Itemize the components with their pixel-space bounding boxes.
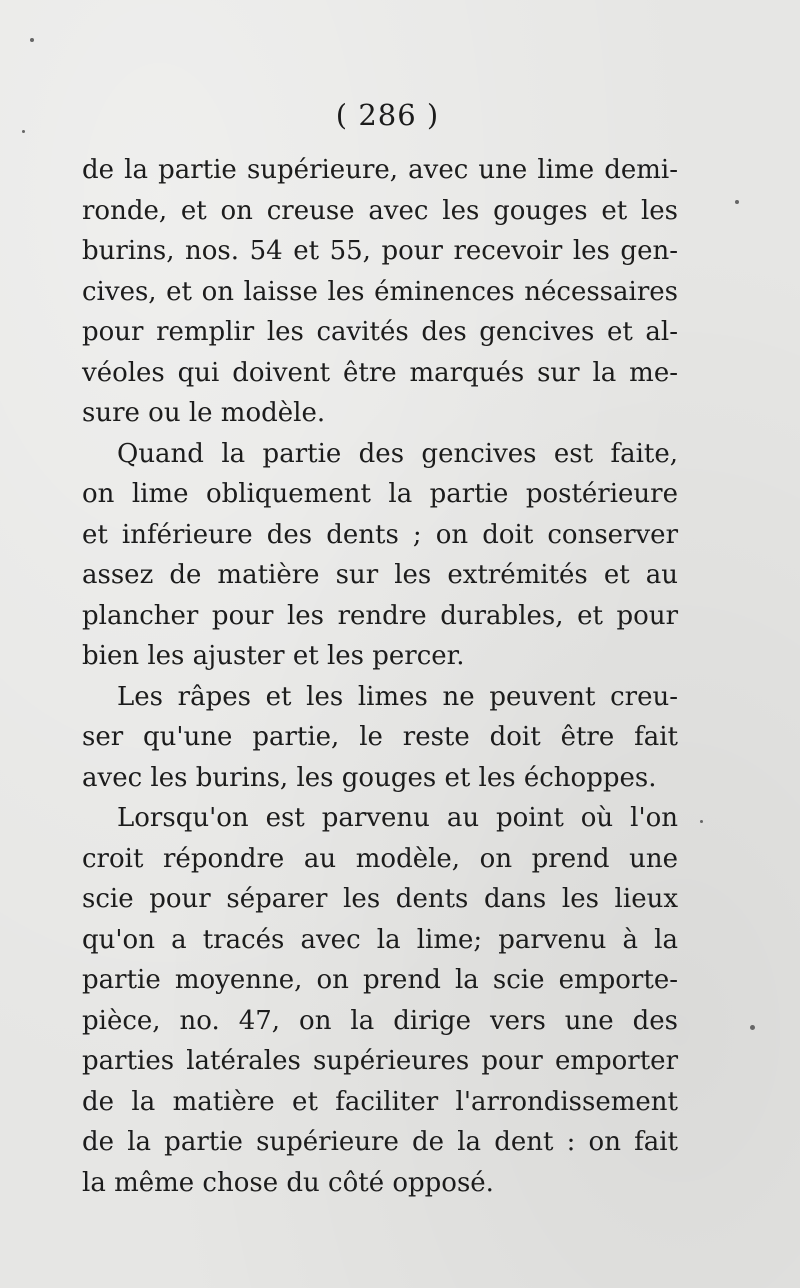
text-line: parties latérales supérieures pour emporter: [82, 1046, 678, 1076]
text-line: avec les burins, les gouges et les échoppes.: [82, 762, 657, 793]
paper-speck: [30, 38, 34, 42]
text-line: véoles qui doivent être marqués sur la me-: [82, 357, 678, 388]
text-line: pour remplir les cavités des gencives et al-: [82, 317, 678, 347]
text-line: sure ou le modèle.: [82, 398, 326, 428]
text-line: burins, nos. 54 et 55, pour recevoir les gen-: [82, 236, 678, 266]
text-line: la même chose du côté opposé.: [82, 1167, 494, 1198]
paper-speck: [750, 1025, 755, 1030]
text-line: Les râpes et les limes ne peuvent creu-: [117, 681, 678, 712]
text-line: Quand la partie des gencives est faite,: [117, 438, 678, 469]
paper-speck: [22, 130, 25, 133]
text-line: scie pour séparer les dents dans les lieux: [82, 884, 678, 914]
text-line: cives, et on laisse les éminences nécessaires: [82, 276, 678, 307]
text-line: croit répondre au modèle, on prend une: [82, 843, 678, 874]
text-line: ser qu'une partie, le reste doit être fait: [82, 722, 678, 752]
text-line: plancher pour les rendre durables, et pour: [82, 600, 678, 631]
text-line: de la partie supérieure de la dent : on fait: [82, 1127, 678, 1157]
page-number: ( 286 ): [335, 98, 440, 132]
paper-speck: [735, 200, 739, 204]
text-line: Lorsqu'on est parvenu au point où l'on: [117, 803, 678, 833]
text-line: de la matière et faciliter l'arrondissement: [82, 1086, 678, 1117]
text-line: bien les ajuster et les percer.: [82, 641, 465, 671]
text-line: partie moyenne, on prend la scie emporte-: [82, 965, 678, 995]
text-line: on lime obliquement la partie postérieure: [82, 479, 678, 509]
text-line: ronde, et on creuse avec les gouges et les: [82, 195, 678, 226]
text-line: et inférieure des dents ; on doit conserver: [82, 519, 678, 550]
text-line: pièce, no. 47, on la dirige vers une des: [82, 1005, 678, 1036]
text-line: assez de matière sur les extrémités et au: [82, 560, 678, 590]
paper-speck: [700, 820, 703, 823]
text-line: qu'on a tracés avec la lime; parvenu à la: [82, 924, 678, 955]
text-line: de la partie supérieure, avec une lime demi-: [82, 155, 678, 185]
body-text: [82, 150, 678, 1203]
